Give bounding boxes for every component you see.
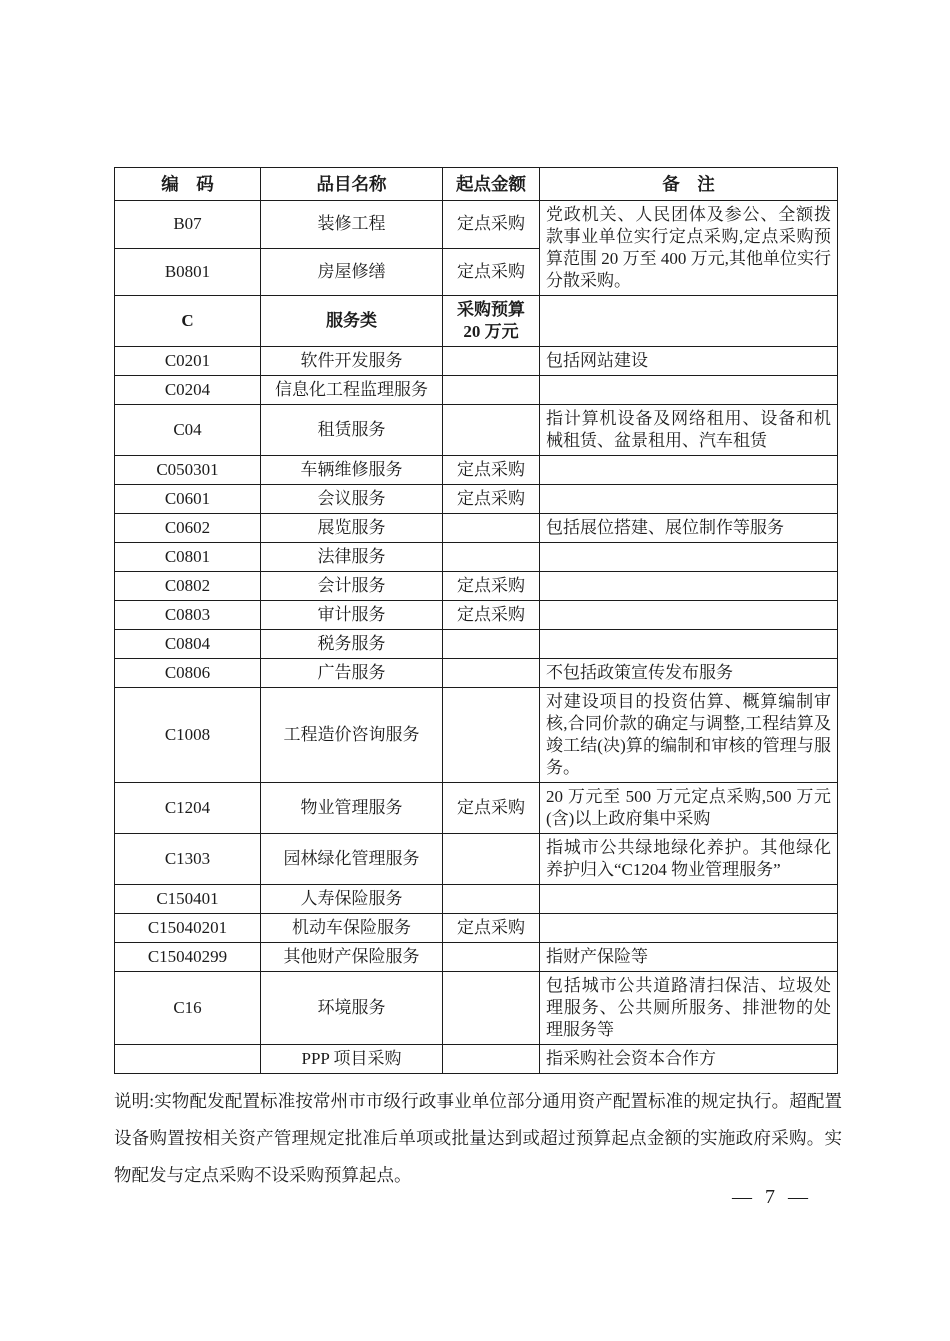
code-cell: C0204 xyxy=(115,376,261,405)
threshold-cell xyxy=(443,405,540,456)
threshold-cell xyxy=(443,347,540,376)
code-cell: C15040201 xyxy=(115,914,261,943)
table-row xyxy=(115,601,838,630)
remark-cell xyxy=(540,543,838,572)
threshold-cell xyxy=(443,514,540,543)
table-row xyxy=(115,630,838,659)
remark-cell xyxy=(540,296,838,347)
header-remark: 备 注 xyxy=(540,168,838,201)
name-cell: 审计服务 xyxy=(261,601,443,630)
threshold-cell: 定点采购 xyxy=(443,201,540,249)
remark-cell xyxy=(540,914,838,943)
code-cell: C xyxy=(115,296,261,347)
header-threshold: 起点金额 xyxy=(443,168,540,201)
remark-cell: 指采购社会资本合作方 xyxy=(540,1045,838,1074)
threshold-cell xyxy=(443,943,540,972)
code-cell: C1008 xyxy=(115,688,261,783)
table-row xyxy=(115,376,838,405)
remark-cell xyxy=(540,572,838,601)
remark-cell xyxy=(540,376,838,405)
code-cell: C0806 xyxy=(115,659,261,688)
table-row xyxy=(115,783,838,834)
table-row xyxy=(115,972,838,1045)
remark-cell xyxy=(540,456,838,485)
table-row xyxy=(115,885,838,914)
name-cell: 园林绿化管理服务 xyxy=(261,834,443,885)
code-cell: C0804 xyxy=(115,630,261,659)
table-row xyxy=(115,485,838,514)
table-row xyxy=(115,943,838,972)
name-cell: 装修工程 xyxy=(261,201,443,249)
threshold-cell: 定点采购 xyxy=(443,601,540,630)
name-cell: 会议服务 xyxy=(261,485,443,514)
remark-cell xyxy=(540,601,838,630)
name-cell: 环境服务 xyxy=(261,972,443,1045)
code-cell: B07 xyxy=(115,201,261,249)
remark-cell: 20 万元至 500 万元定点采购,500 万元(含)以上政府集中采购 xyxy=(540,783,838,834)
table-row xyxy=(115,201,838,249)
name-cell: 人寿保险服务 xyxy=(261,885,443,914)
threshold-cell xyxy=(443,834,540,885)
name-cell: 服务类 xyxy=(261,296,443,347)
code-cell: C0803 xyxy=(115,601,261,630)
name-cell: 租赁服务 xyxy=(261,405,443,456)
remark-cell: 包括网站建设 xyxy=(540,347,838,376)
name-cell: 税务服务 xyxy=(261,630,443,659)
threshold-cell: 定点采购 xyxy=(443,485,540,514)
remark-cell: 包括展位搭建、展位制作等服务 xyxy=(540,514,838,543)
code-cell: C0801 xyxy=(115,543,261,572)
table-row xyxy=(115,543,838,572)
header-item-name: 品目名称 xyxy=(261,168,443,201)
name-cell: 软件开发服务 xyxy=(261,347,443,376)
threshold-cell: 定点采购 xyxy=(443,914,540,943)
table-row xyxy=(115,659,838,688)
threshold-cell xyxy=(443,1045,540,1074)
threshold-cell: 定点采购 xyxy=(443,572,540,601)
remark-cell: 党政机关、人民团体及参公、全额拨款事业单位实行定点采购,定点采购预算范围 20 万至 400 万元,其他单位实行分散采购。 xyxy=(540,201,838,296)
table-row xyxy=(115,834,838,885)
name-cell: 信息化工程监理服务 xyxy=(261,376,443,405)
remark-cell xyxy=(540,630,838,659)
name-cell: 广告服务 xyxy=(261,659,443,688)
threshold-cell xyxy=(443,885,540,914)
remark-cell: 指城市公共绿地绿化养护。其他绿化养护归入“C1204 物业管理服务” xyxy=(540,834,838,885)
remark-cell xyxy=(540,485,838,514)
code-cell: C16 xyxy=(115,972,261,1045)
page-number: — 7 — xyxy=(732,1186,808,1208)
note-text: 说明:实物配发配置标准按常州市市级行政事业单位部分通用资产配置标准的规定执行。超配置设备购置按相关资产管理规定批准后单项或批量达到或超过预算起点金额的实施政府采购。实物配发与定点采购不设采购预算起点。 xyxy=(114,1091,842,1185)
code-cell: C0201 xyxy=(115,347,261,376)
table-header-row xyxy=(115,168,838,201)
code-cell: C0602 xyxy=(115,514,261,543)
code-cell: C150401 xyxy=(115,885,261,914)
threshold-cell xyxy=(443,972,540,1045)
table-row xyxy=(115,572,838,601)
threshold-cell xyxy=(443,376,540,405)
code-cell: C050301 xyxy=(115,456,261,485)
code-cell xyxy=(115,1045,261,1074)
procurement-table xyxy=(114,167,838,1074)
table-row xyxy=(115,347,838,376)
name-cell: 其他财产保险服务 xyxy=(261,943,443,972)
threshold-cell: 定点采购 xyxy=(443,456,540,485)
name-cell: 物业管理服务 xyxy=(261,783,443,834)
remark-cell: 包括城市公共道路清扫保洁、垃圾处理服务、公共厕所服务、排泄物的处理服务等 xyxy=(540,972,838,1045)
threshold-cell: 定点采购 xyxy=(443,783,540,834)
threshold-cell xyxy=(443,630,540,659)
table-row xyxy=(115,456,838,485)
remark-cell: 指计算机设备及网络租用、设备和机械租赁、盆景租用、汽车租赁 xyxy=(540,405,838,456)
table-row xyxy=(115,296,838,347)
name-cell: 机动车保险服务 xyxy=(261,914,443,943)
code-cell: C0802 xyxy=(115,572,261,601)
threshold-cell: 定点采购 xyxy=(443,248,540,296)
table-row xyxy=(115,514,838,543)
remark-cell: 指财产保险等 xyxy=(540,943,838,972)
header-code: 编 码 xyxy=(115,168,261,201)
threshold-cell xyxy=(443,543,540,572)
table-row xyxy=(115,688,838,783)
code-cell: B0801 xyxy=(115,248,261,296)
name-cell: 车辆维修服务 xyxy=(261,456,443,485)
code-cell: C1303 xyxy=(115,834,261,885)
code-cell: C1204 xyxy=(115,783,261,834)
remark-cell: 不包括政策宣传发布服务 xyxy=(540,659,838,688)
threshold-cell: 采购预算 20 万元 xyxy=(443,296,540,347)
name-cell: PPP 项目采购 xyxy=(261,1045,443,1074)
name-cell: 工程造价咨询服务 xyxy=(261,688,443,783)
threshold-cell xyxy=(443,659,540,688)
remark-cell: 对建设项目的投资估算、概算编制审核,合同价款的确定与调整,工程结算及竣工结(决)算的编制和审核的管理与服务。 xyxy=(540,688,838,783)
name-cell: 展览服务 xyxy=(261,514,443,543)
code-cell: C04 xyxy=(115,405,261,456)
name-cell: 房屋修缮 xyxy=(261,248,443,296)
remark-cell xyxy=(540,885,838,914)
name-cell: 法律服务 xyxy=(261,543,443,572)
threshold-cell xyxy=(443,688,540,783)
table-row xyxy=(115,1045,838,1074)
name-cell: 会计服务 xyxy=(261,572,443,601)
code-cell: C0601 xyxy=(115,485,261,514)
table-row xyxy=(115,914,838,943)
code-cell: C15040299 xyxy=(115,943,261,972)
table-row xyxy=(115,405,838,456)
